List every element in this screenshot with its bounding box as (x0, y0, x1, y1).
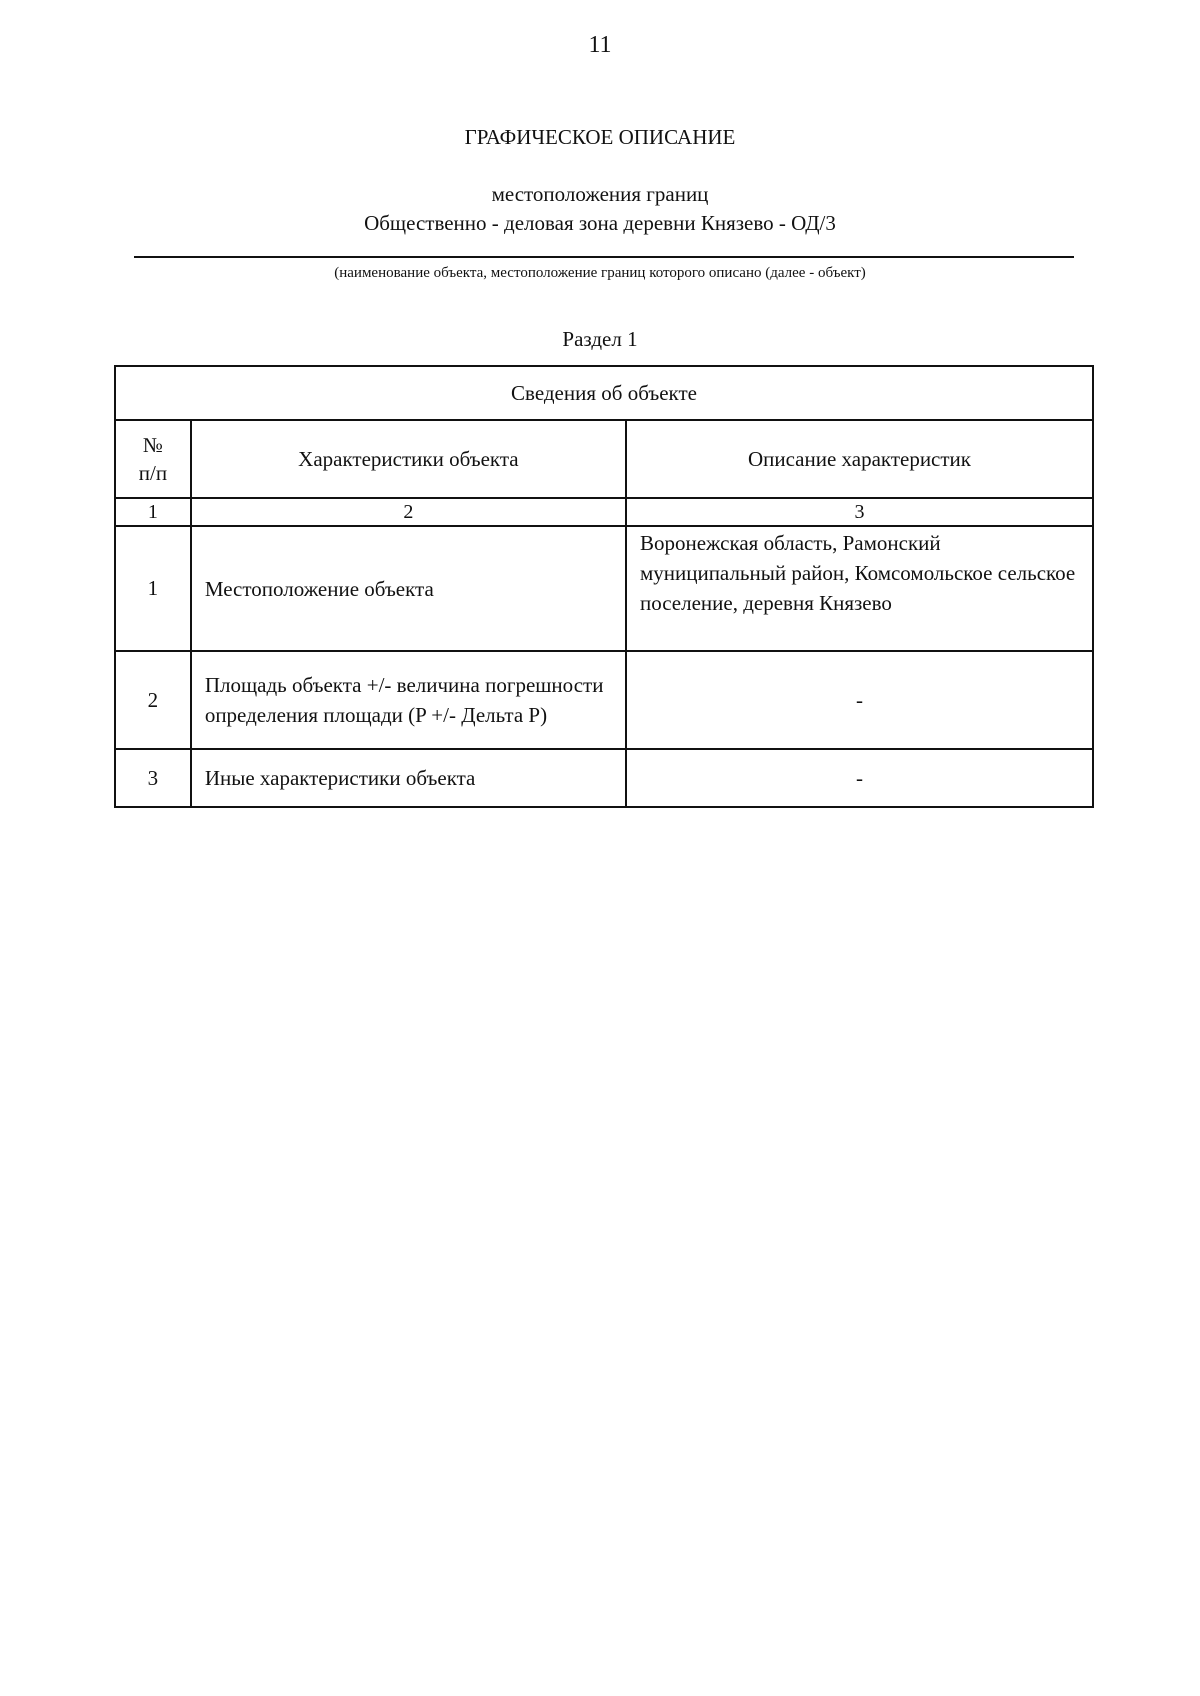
row-description: Воронежская область, Рамонский муниципальный район, Комсомольское сельское поселение, деревня Князево (626, 526, 1093, 651)
row-number: 2 (115, 651, 191, 749)
section-heading: Раздел 1 (562, 327, 638, 351)
document-subtitle-line1: местоположения границ (491, 182, 709, 206)
column-index: 2 (191, 498, 626, 526)
header-number-symbol: № (142, 433, 163, 457)
row-characteristic: Иные характеристики объекта (191, 749, 626, 807)
table-caption-row (115, 366, 1093, 420)
column-index-row (115, 498, 1093, 526)
row-description: - (626, 651, 1093, 749)
header-number (115, 420, 191, 498)
row-number: 3 (115, 749, 191, 807)
document-title: ГРАФИЧЕСКОЕ ОПИСАНИЕ (464, 125, 736, 149)
header-number-abbr: п/п (138, 461, 168, 485)
row-characteristic: Площадь объекта +/- величина погрешности определения площади (P +/- Дельта P) (191, 651, 626, 749)
table-row (115, 526, 1093, 651)
page-number: 11 (588, 32, 612, 58)
row-description: - (626, 749, 1093, 807)
table-row (115, 749, 1093, 807)
column-index: 1 (115, 498, 191, 526)
column-index: 3 (626, 498, 1093, 526)
table-caption: Сведения об объекте (115, 366, 1093, 420)
object-name-underline (134, 256, 1074, 258)
table-header-row (115, 420, 1093, 498)
row-number: 1 (115, 526, 191, 651)
object-info-table (114, 365, 1094, 808)
document-subtitle-line2: Общественно - деловая зона деревни Князево - ОД/3 (364, 211, 836, 235)
row-characteristic: Местоположение объекта (191, 526, 626, 651)
header-characteristics: Характеристики объекта (191, 420, 626, 498)
table-row (115, 651, 1093, 749)
header-description: Описание характеристик (626, 420, 1093, 498)
object-name-caption: (наименование объекта, местоположение границ которого описано (далее - объект) (334, 265, 866, 281)
